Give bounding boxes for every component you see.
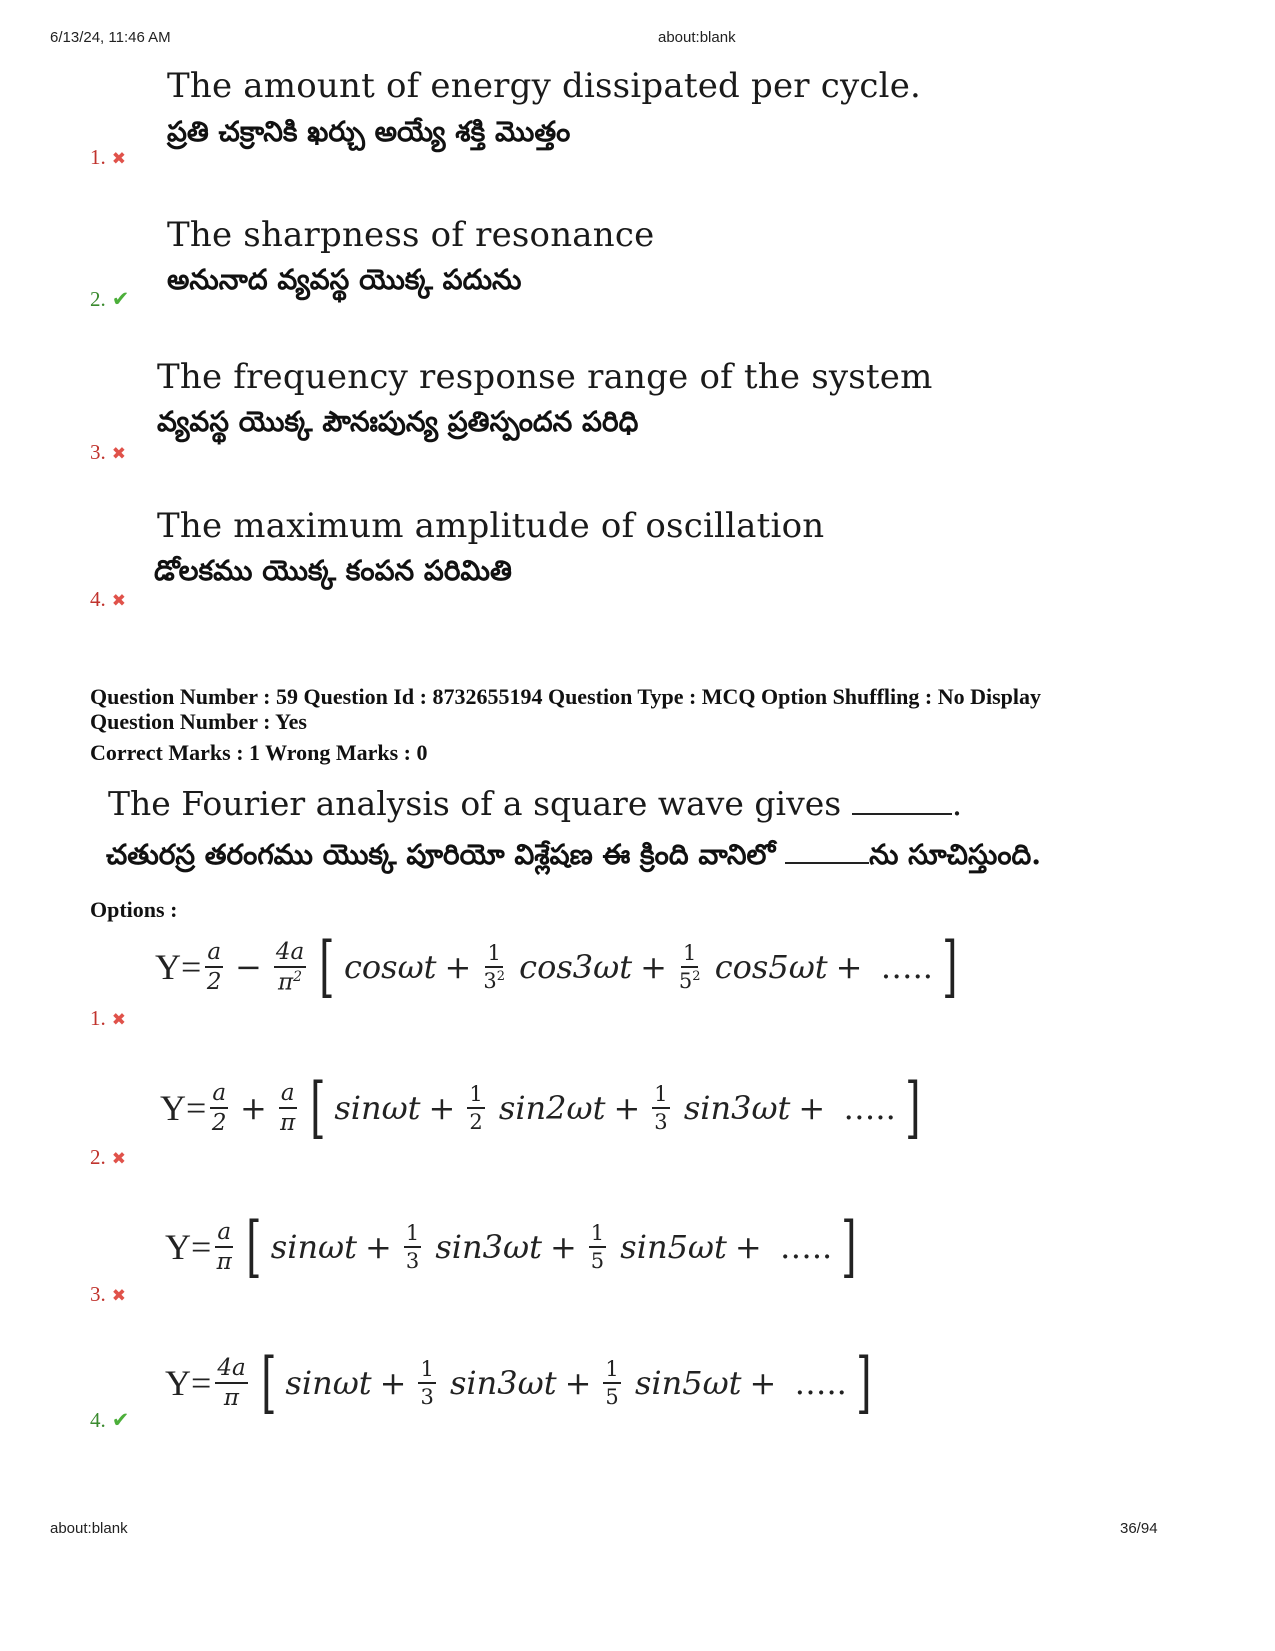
- options-label: Options :: [90, 897, 178, 922]
- question-stem-en-text: The Fourier analysis of a square wave gives: [108, 784, 842, 823]
- option-4-marker: [90, 1408, 129, 1433]
- prev-option-4-en: The maximum amplitude of oscillation: [157, 506, 825, 546]
- wrong-mark-icon: ✖: [111, 149, 126, 169]
- option-2-formula: Y= $\frac{a}{2}$ + $\frac{a}{\pi}$ [ sinωt + $\frac{1}{2}$ sin2ωt + $\frac{1}{3}$ sin3ωt + ….. ]: [160, 1069, 921, 1146]
- prev-option-2-en: The sharpness of resonance: [167, 215, 655, 255]
- print-footer-url: about:blank: [50, 1520, 128, 1537]
- question-stem-en: [108, 784, 962, 823]
- question-stem-te-end: ను సూచిస్తుంది.: [869, 838, 1042, 871]
- print-page-number: 36/94: [1120, 1520, 1158, 1537]
- prev-option-1-number: 1.: [90, 145, 106, 169]
- option-2-number: 2.: [90, 1145, 106, 1169]
- correct-mark-icon: ✔: [111, 287, 130, 311]
- option-3-formula: Y= $\frac{a}{\pi}$ [ sinωt + $\frac{1}{3}$ sin3ωt + $\frac{1}{5}$ sin5ωt + ….. ]: [165, 1208, 857, 1285]
- prev-option-4-number: 4.: [90, 587, 106, 611]
- question-stem-te: [106, 838, 1041, 878]
- answer-blank: [852, 785, 952, 815]
- prev-option-3-number: 3.: [90, 440, 106, 464]
- prev-option-3-te: వ్యవస్థ యొక్క పౌనఃపున్య ప్రతిస్పందన పరిధి: [157, 405, 639, 438]
- option-4-formula: Y= $\frac{4a}{\pi}$ [ sinωt + $\frac{1}{3}$ sin3ωt + $\frac{1}{5}$ sin5ωt + ….. ]: [165, 1344, 872, 1421]
- question-stem-en-period: .: [951, 784, 963, 823]
- option-2-marker: [90, 1145, 126, 1170]
- wrong-mark-icon: ✖: [111, 1286, 126, 1306]
- wrong-mark-icon: ✖: [111, 444, 126, 464]
- correct-mark-icon: ✔: [111, 1408, 130, 1432]
- question-stem-te-start: చతురస్ర తరంగము యొక్క పూరియో విశ్లేషణ ఈ క్రింది వానిలో: [106, 838, 776, 871]
- question-marks: Correct Marks : 1 Wrong Marks : 0: [90, 740, 428, 765]
- option-3-number: 3.: [90, 1282, 106, 1306]
- question-meta-line2: Question Number : Yes: [90, 709, 307, 734]
- option-1-number: 1.: [90, 1006, 106, 1030]
- wrong-mark-icon: ✖: [111, 1010, 126, 1030]
- question-meta-line1: Question Number : 59 Question Id : 8732655194 Question Type : MCQ Option Shuffling : No Display: [90, 684, 1042, 709]
- wrong-mark-icon: ✖: [111, 1149, 126, 1169]
- wrong-mark-icon: ✖: [111, 591, 126, 611]
- prev-option-2-marker: [90, 287, 129, 312]
- prev-option-2-te: అనునాద వ్యవస్థ యొక్క పదును: [167, 263, 522, 296]
- prev-option-2-number: 2.: [90, 287, 106, 311]
- option-4-number: 4.: [90, 1408, 106, 1432]
- option-1-marker: [90, 1006, 126, 1031]
- prev-option-4-marker: [90, 587, 126, 612]
- prev-option-3-marker: [90, 440, 126, 465]
- prev-option-1-marker: [90, 145, 126, 170]
- print-datetime: 6/13/24, 11:46 AM: [50, 29, 171, 46]
- prev-option-4-te: డోలకము యొక్క కంపన పరిమితి: [154, 554, 512, 587]
- prev-option-3-en: The frequency response range of the system: [157, 357, 933, 397]
- answer-blank-te: [785, 838, 869, 864]
- option-1-formula: Y= $\frac{a}{2}$ − $\frac{4a}{\pi^2}$ [ cosωt + $\frac{1}{3^2}$ cos3ωt + $\frac{1}{5^2}$ cos5ωt + ….. ]: [155, 928, 958, 1005]
- print-page-title: about:blank: [658, 29, 736, 46]
- prev-option-1-te: ప్రతి చక్రానికి ఖర్చు అయ్యే శక్తి మొత్తం: [167, 115, 571, 148]
- prev-option-1-en: The amount of energy dissipated per cycle.: [167, 66, 922, 106]
- option-3-marker: [90, 1282, 126, 1307]
